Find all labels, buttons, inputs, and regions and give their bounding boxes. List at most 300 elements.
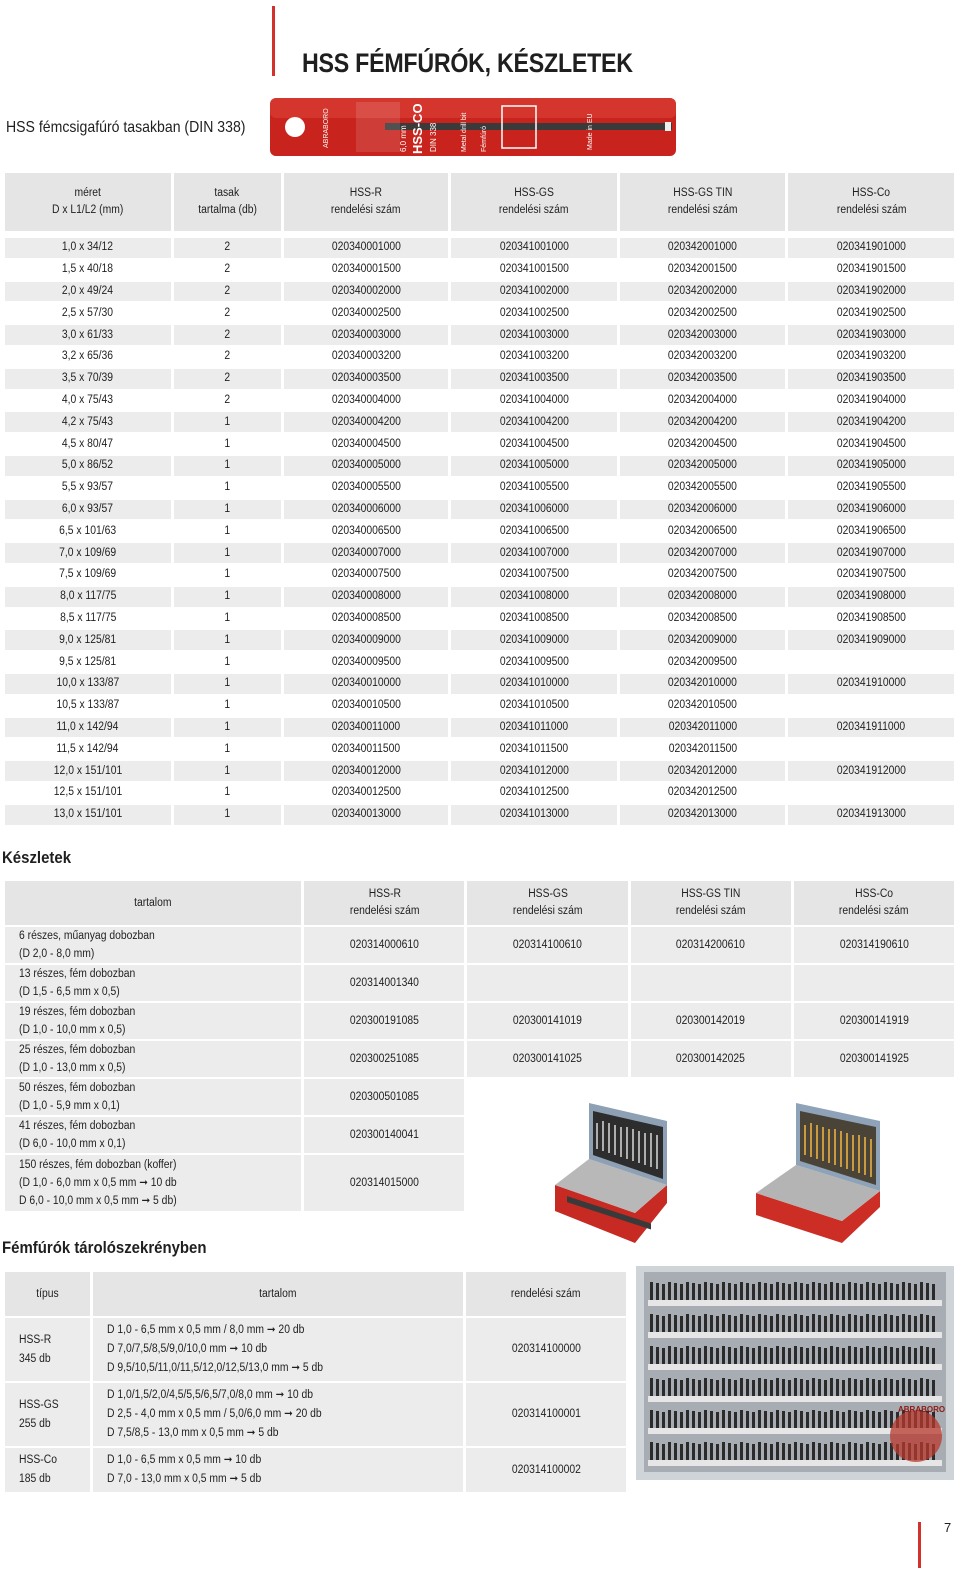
cell-value: 020341904000 — [836, 393, 906, 406]
table-cell — [284, 238, 449, 258]
table-cell — [451, 347, 617, 367]
table-cell — [284, 500, 449, 520]
page-title: HSS FÉMFÚRÓK, KÉSZLETEK — [302, 48, 633, 78]
order-code — [631, 965, 791, 1001]
table-cell — [284, 739, 449, 759]
cell-value: 020341903200 — [836, 350, 906, 363]
cell-value: 020341906500 — [836, 524, 906, 537]
cell-value: 020314100002 — [511, 1463, 581, 1476]
table-cell — [620, 434, 786, 454]
table-cell — [5, 652, 171, 672]
cell-value: 020340004200 — [331, 415, 401, 428]
table-cell — [620, 696, 786, 716]
cell-value: 020340007500 — [331, 568, 401, 581]
order-code — [794, 965, 954, 1001]
table-cell — [451, 456, 617, 476]
cell-value: 020340002000 — [331, 284, 401, 297]
column-header-line: rendelési szám — [499, 204, 569, 216]
cell-value: 2 — [224, 284, 231, 297]
table-cell — [5, 391, 171, 411]
table-cell — [284, 456, 449, 476]
table-row — [5, 609, 954, 629]
cell-value: 2 — [224, 328, 231, 341]
table-cell — [174, 739, 281, 759]
cell-value: 020340004500 — [331, 437, 401, 450]
table-cell — [788, 696, 954, 716]
cell-value: 1 — [224, 655, 231, 668]
table-cell — [620, 500, 786, 520]
set-description-line: 50 részes, fém dobozban — [19, 1082, 136, 1094]
cell-value: 1 — [224, 611, 231, 624]
column-header-line: rendelési szám — [511, 1287, 581, 1300]
cell-value: 3,2 x 65/36 — [62, 350, 114, 363]
table-cell — [5, 347, 171, 367]
set-description-line: (D 1,0 - 10,0 mm x 0,5) — [19, 1024, 126, 1036]
table-cell — [174, 783, 281, 803]
cell-value: 1 — [224, 568, 231, 581]
table-cell — [284, 696, 449, 716]
table-cell — [788, 325, 954, 345]
cabinet-type — [5, 1318, 90, 1381]
cell-value: 1 — [224, 481, 231, 494]
table-body — [5, 1318, 626, 1492]
table-row — [5, 543, 954, 563]
table-cell — [174, 761, 281, 781]
table-cell — [5, 805, 171, 825]
column-header — [174, 173, 281, 231]
table-row — [5, 761, 954, 781]
section-bagged-drills-label: HSS fémcsigafúró tasakban (DIN 338) — [6, 119, 246, 136]
cell-value: 020342008000 — [668, 590, 738, 603]
column-header-line: rendelési szám — [836, 204, 907, 216]
cell-value: 3,5 x 70/39 — [62, 372, 114, 385]
cell-value: 020341005500 — [499, 481, 569, 494]
cell-value: 020300141925 — [839, 1053, 909, 1065]
cabinet-type-name: HSS-R — [19, 1333, 52, 1346]
cell-value: 020314100610 — [513, 939, 583, 951]
cell-value: 020314100000 — [511, 1343, 581, 1355]
table-cell — [284, 543, 449, 563]
cell-value: 020341008000 — [499, 590, 569, 603]
cell-value: 020341902000 — [836, 284, 906, 297]
cell-value: 020341903500 — [836, 372, 906, 385]
table-cell — [174, 609, 281, 629]
table-cell — [451, 739, 617, 759]
table-cell — [788, 652, 954, 672]
column-header — [93, 1272, 463, 1316]
cell-value: 8,0 x 117/75 — [59, 590, 116, 603]
cell-value: 020341907000 — [836, 546, 906, 559]
table-row — [5, 965, 954, 1001]
table-cell — [788, 805, 954, 825]
set-description-line: (D 1,0 - 6,0 mm x 0,5 mm ➞ 10 db — [19, 1177, 177, 1189]
cell-value: 020342012500 — [668, 786, 738, 799]
cell-value: 020341908500 — [836, 611, 906, 624]
table-cell — [451, 478, 617, 498]
table-cell — [174, 565, 281, 585]
table-row — [5, 674, 954, 694]
cell-value: 020341901500 — [836, 263, 906, 276]
table-row — [5, 565, 954, 585]
order-code — [304, 1003, 464, 1039]
cell-value: 020341904500 — [836, 437, 906, 450]
table-cell — [451, 543, 617, 563]
cell-value: 020300501085 — [349, 1091, 419, 1103]
table-cell — [5, 761, 171, 781]
cell-value: 020340009000 — [331, 633, 401, 646]
cell-value: 4,0 x 75/43 — [62, 393, 114, 406]
table-cell — [284, 303, 449, 323]
table-cell — [788, 718, 954, 738]
cell-value: 2,0 x 49/24 — [62, 284, 114, 297]
order-code — [794, 1041, 954, 1077]
cell-value: 020340007000 — [331, 546, 401, 559]
cell-value: 6,0 x 93/57 — [62, 502, 114, 515]
table-cell — [788, 543, 954, 563]
cell-value: 1 — [224, 699, 231, 712]
cell-value: 020341009000 — [499, 633, 569, 646]
cell-value: 7,5 x 109/69 — [59, 568, 117, 581]
column-header-line: típus — [36, 1287, 59, 1300]
cell-value: 1 — [224, 459, 231, 472]
set-description — [5, 1003, 301, 1039]
table-row — [5, 412, 954, 432]
table-cell — [284, 609, 449, 629]
cell-value: 1 — [224, 524, 231, 537]
table-cell — [788, 761, 954, 781]
cell-value: 020340011000 — [331, 720, 401, 733]
cell-value: 020300142019 — [676, 1015, 746, 1027]
column-header — [5, 881, 301, 925]
drill-packet-image — [270, 94, 676, 160]
table-cell — [284, 325, 449, 345]
table-cell — [451, 761, 617, 781]
set-description-line: 41 részes, fém dobozban — [19, 1120, 136, 1132]
cell-value: 020341001000 — [499, 241, 569, 254]
table-row — [5, 718, 954, 738]
table-row — [5, 696, 954, 716]
cabinet-content-line: D 1,0 - 6,5 mm x 0,5 mm ➞ 10 db — [107, 1454, 262, 1466]
set-description-line: D 6,0 - 10,0 mm x 0,5 mm ➞ 5 db) — [19, 1195, 177, 1207]
set-description-line: 25 részes, fém dobozban — [19, 1044, 136, 1056]
column-header-line: tartalom — [134, 896, 172, 909]
column-header — [467, 881, 627, 925]
cell-value: 020342001500 — [668, 263, 738, 276]
table-row — [5, 325, 954, 345]
cabinet-contents — [93, 1383, 463, 1446]
set-description-line: 19 részes, fém dobozban — [19, 1006, 136, 1018]
table-cell — [174, 652, 281, 672]
table-cell — [5, 783, 171, 803]
table-cell — [174, 325, 281, 345]
column-header-line: méret — [74, 187, 101, 199]
bottom-accent-bar — [918, 1522, 921, 1568]
table-cell — [174, 303, 281, 323]
cell-value: 1 — [224, 546, 231, 559]
table-cell — [5, 609, 171, 629]
order-code — [304, 1117, 464, 1153]
order-code — [631, 1041, 791, 1077]
cabinet-contents — [93, 1318, 463, 1381]
table-cell — [788, 412, 954, 432]
order-code — [304, 965, 464, 1001]
cell-value: 1 — [224, 502, 231, 515]
table-cell — [174, 260, 281, 280]
cell-value: 020341004000 — [499, 393, 569, 406]
drill-set-box-black-image — [545, 1093, 675, 1245]
cell-value: 020340008500 — [331, 611, 401, 624]
drill-set-box-gold-image — [750, 1093, 890, 1245]
table-cell — [284, 674, 449, 694]
cabinet-content-line: D 2,5 - 4,0 mm x 0,5 mm / 5,0/6,0 mm ➞ 20 db — [107, 1408, 322, 1420]
cabinet-table — [2, 1270, 629, 1494]
cell-value: 020341004500 — [499, 437, 569, 450]
table-cell — [284, 412, 449, 432]
order-code — [467, 965, 627, 1001]
table-row — [5, 805, 954, 825]
cell-value: 020340012000 — [331, 764, 401, 777]
table-cell — [451, 391, 617, 411]
section-cabinet-label: Fémfúrók tárolószekrényben — [2, 1238, 207, 1257]
cell-value: 020341007500 — [499, 568, 569, 581]
header-gap — [5, 233, 954, 236]
table-cell — [788, 609, 954, 629]
table-cell — [5, 565, 171, 585]
column-header — [631, 881, 791, 925]
order-code — [466, 1448, 626, 1492]
cell-value: 020340010000 — [331, 677, 401, 690]
cell-value: 020341006500 — [499, 524, 569, 537]
cell-value: 12,0 x 151/101 — [53, 764, 123, 777]
column-header-line: HSS-GS TIN — [673, 187, 733, 199]
table-cell — [620, 478, 786, 498]
cell-value: 2 — [224, 393, 231, 406]
cell-value: 8,5 x 117/75 — [59, 611, 116, 624]
column-header-line: HSS-R — [368, 888, 401, 900]
table-cell — [620, 391, 786, 411]
column-header-line: HSS-GS — [527, 888, 568, 900]
cell-value: 020342007000 — [668, 546, 738, 559]
cell-value: 020341911000 — [837, 720, 906, 733]
cell-value: 020342003500 — [668, 372, 738, 385]
table-cell — [788, 303, 954, 323]
table-cell — [620, 412, 786, 432]
order-code — [467, 927, 627, 963]
table-cell — [451, 238, 617, 258]
table-cell — [620, 521, 786, 541]
cell-value: 1 — [224, 764, 231, 777]
table-cell — [174, 500, 281, 520]
table-cell — [451, 434, 617, 454]
cell-value: 020300141025 — [513, 1053, 583, 1065]
table-cell — [788, 260, 954, 280]
cell-value: 020340004000 — [331, 393, 401, 406]
cell-value: 020341904200 — [836, 415, 906, 428]
cabinet-type-count: 345 db — [19, 1352, 51, 1365]
cell-value: 1 — [224, 415, 231, 428]
table-cell — [284, 347, 449, 367]
cell-value: 020341004200 — [499, 415, 569, 428]
cell-value: 020342003200 — [668, 350, 738, 363]
table-row — [5, 347, 954, 367]
table-cell — [451, 369, 617, 389]
cell-value: 020341001500 — [499, 263, 569, 276]
table-cell — [5, 325, 171, 345]
column-header-line: HSS-R — [350, 187, 383, 199]
order-code — [304, 927, 464, 963]
table-cell — [451, 587, 617, 607]
order-code — [304, 1155, 464, 1211]
table-cell — [5, 456, 171, 476]
table-cell — [5, 369, 171, 389]
set-description-line: (D 6,0 - 10,0 mm x 0,1) — [19, 1138, 126, 1150]
drill-cabinet-image — [636, 1266, 954, 1480]
table-row — [5, 1448, 626, 1492]
table-cell — [788, 674, 954, 694]
table-cell — [620, 543, 786, 563]
table-cell — [451, 325, 617, 345]
cell-value: 020342005000 — [668, 459, 738, 472]
cell-value: 1 — [224, 742, 231, 755]
table-cell — [5, 434, 171, 454]
cell-value: 020341003500 — [499, 372, 569, 385]
cell-value: 020342009000 — [668, 633, 738, 646]
table-cell — [451, 783, 617, 803]
packet-line-3: Made in EU — [587, 113, 594, 150]
table-cell — [620, 674, 786, 694]
table-cell — [620, 805, 786, 825]
column-header-line: HSS-GS TIN — [681, 888, 741, 900]
cabinet-contents — [93, 1448, 463, 1492]
set-description-line: (D 1,0 - 13,0 mm x 0,5) — [19, 1062, 126, 1074]
column-header-line: rendelési szám — [675, 905, 746, 917]
table-cell — [5, 718, 171, 738]
table-cell — [620, 565, 786, 585]
table-row — [5, 587, 954, 607]
cell-value: 020341005000 — [499, 459, 569, 472]
cell-value: 020342005500 — [668, 481, 738, 494]
table-cell — [620, 282, 786, 302]
cell-value: 2 — [224, 263, 231, 276]
table-cell — [620, 587, 786, 607]
table-cell — [788, 282, 954, 302]
cell-value: 020300142025 — [676, 1053, 746, 1065]
table-cell — [5, 674, 171, 694]
cell-value: 1 — [224, 590, 231, 603]
cabinet-type-count: 185 db — [19, 1473, 51, 1485]
cell-value: 1 — [224, 786, 231, 799]
table-row — [5, 739, 954, 759]
table-cell — [788, 369, 954, 389]
table-header-row — [5, 881, 954, 925]
table-row — [5, 391, 954, 411]
cell-value: 020341009500 — [499, 655, 569, 668]
section-sets-label: Készletek — [2, 848, 72, 867]
cell-value: 020341011500 — [499, 742, 569, 755]
cell-value: 020342010000 — [668, 677, 738, 690]
table-cell — [620, 761, 786, 781]
table-cell — [788, 347, 954, 367]
set-description-line: (D 1,0 - 5,9 mm x 0,1) — [19, 1100, 120, 1112]
cabinet-brand-text: ABRABORO — [898, 1405, 946, 1414]
table-cell — [451, 630, 617, 650]
cabinet-content-line: D 7,0/7,5/8,5/9,0/10,0 mm ➞ 10 db — [107, 1343, 268, 1355]
order-code — [466, 1383, 626, 1446]
cell-value: 020341909000 — [836, 633, 906, 646]
cell-value: 2 — [224, 241, 231, 254]
order-code — [467, 1041, 627, 1077]
cell-value: 4,2 x 75/43 — [62, 415, 114, 428]
set-description-line: (D 2,0 - 8,0 mm) — [19, 948, 95, 960]
cell-value: 020341908000 — [836, 590, 906, 603]
cell-value: 020341002500 — [499, 306, 569, 319]
cell-value: 020314200610 — [676, 939, 746, 951]
table-row — [5, 369, 954, 389]
cell-value: 020300251085 — [349, 1053, 419, 1065]
order-code — [631, 927, 791, 963]
table-cell — [284, 260, 449, 280]
table-cell — [284, 369, 449, 389]
order-code — [794, 1003, 954, 1039]
table-body — [5, 233, 954, 825]
table-cell — [620, 718, 786, 738]
cabinet-content-line: D 1,0/1,5/2,0/4,5/5,5/6,5/7,0/8,0 mm ➞ 10 db — [107, 1389, 314, 1401]
cell-value: 020300140041 — [349, 1129, 419, 1141]
cell-value: 020340010500 — [331, 699, 401, 712]
order-code — [466, 1318, 626, 1381]
table-cell — [174, 238, 281, 258]
table-cell — [284, 391, 449, 411]
cell-value: 020300141919 — [839, 1015, 909, 1027]
cell-value: 5,5 x 93/57 — [62, 481, 114, 494]
cell-value: 1 — [224, 720, 231, 733]
table-cell — [174, 347, 281, 367]
table-cell — [284, 521, 449, 541]
column-header-line: rendelési szám — [349, 905, 420, 917]
set-description-line: 13 részes, fém dobozban — [19, 968, 136, 980]
cell-value: 020340003500 — [331, 372, 401, 385]
table-cell — [5, 739, 171, 759]
table-cell — [788, 238, 954, 258]
cell-value: 2,5 x 57/30 — [62, 306, 114, 319]
cell-value: 1 — [224, 808, 231, 821]
bagged-drills-table — [2, 171, 957, 827]
table-cell — [451, 282, 617, 302]
table-row — [5, 521, 954, 541]
table-cell — [451, 521, 617, 541]
table-cell — [284, 282, 449, 302]
table-cell — [284, 478, 449, 498]
cell-value: 020341910000 — [836, 677, 906, 690]
table-cell — [620, 260, 786, 280]
column-header-line: rendelési szám — [331, 204, 401, 216]
cell-value: 020341010500 — [499, 699, 569, 712]
cell-value: 020342002000 — [668, 284, 738, 297]
table-row — [5, 500, 954, 520]
cell-value: 020340005000 — [331, 459, 401, 472]
table-cell — [174, 587, 281, 607]
cell-value: 2 — [224, 372, 231, 385]
set-description — [5, 1079, 301, 1115]
table-row — [5, 434, 954, 454]
table-cell — [788, 521, 954, 541]
cell-value: 020314000610 — [349, 939, 419, 951]
table-cell — [620, 630, 786, 650]
column-header — [284, 173, 449, 231]
table-cell — [174, 456, 281, 476]
cell-value: 020340009500 — [331, 655, 401, 668]
cell-value: 020314100001 — [511, 1408, 581, 1420]
